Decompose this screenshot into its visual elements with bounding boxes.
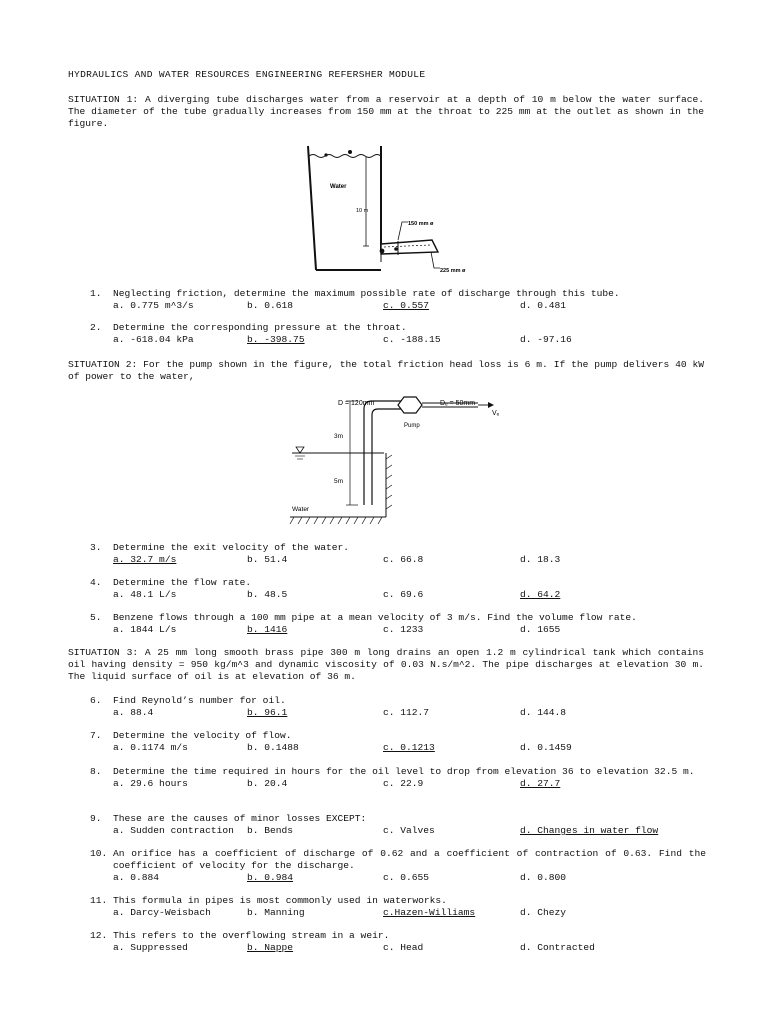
choice-c: c. 66.8 [383,554,424,565]
choice-d: d. -97.16 [520,334,572,345]
choice-b-answer: b. 0.984 [247,872,294,883]
question-7: 7. Determine the velocity of flow. a. 0.1174 m/s b. 0.1488 c. 0.1213 d. 0.1459 [90,730,572,753]
choice-c-answer: c. 0.1213 [383,742,435,753]
choice-c: c. 0.655 [383,872,430,883]
choice-d: d. Chezy [520,907,567,918]
choice-a: a. 48.1 L/s [113,589,177,600]
choice-d: d. Contracted [520,942,595,953]
fig2-height-5m: 5m [334,478,344,485]
question-8: 8. Determine the time required in hours for the oil level to drop from elevation 36 to elevation 32.5 m. a. 29.6 hours b. 20.4 c. 22.9 d. 27.7 [90,766,695,789]
question-3: 3. Determine the exit velocity of the water. a. 32.7 m/s b. 51.4 c. 66.8 d. 18.3 [90,542,561,565]
question-9: 9. These are the causes of minor losses EXCEPT: a. Sudden contraction b. Bends c. Valves d. Changes in water flow [90,813,659,836]
choice-c: c. Head [383,942,424,953]
choice-c: c. Valves [383,825,435,836]
situation-1-text: SITUATION 1: A diverging tube discharges water from a reservoir at a depth of 10 m below the water surface. The diameter of the tube gradually increases from 150 mm at the throat to 225 mm at the outlet as shown in the figure. [68,94,704,129]
choice-c: c. 112.7 [383,707,430,718]
fig1-depth-label: 10 m [356,208,369,214]
choice-c-answer: c.Hazen-Williams [383,907,476,918]
question-1: 1. Neglecting friction, determine the maximum possible rate of discharge through this tube. a. 0.775 m^3/s b. 0.618 c. 0.557 d. 0.481 [90,288,620,311]
fig1-water-label: Water [330,184,347,190]
choice-b: b. 20.4 [247,778,288,789]
fig2-exit-diameter-label: Dₑ = 50mm [440,400,476,407]
choice-d-answer: d. Changes in water flow [520,825,659,836]
choice-a: a. 0.1174 m/s [113,742,188,753]
choice-d: d. 0.481 [520,300,567,311]
choice-c-answer: c. 0.557 [383,300,430,311]
choice-a: a. 0.884 [113,872,160,883]
choice-c: c. 22.9 [383,778,424,789]
choice-d: d. 0.1459 [520,742,572,753]
choice-b: b. Bends [247,825,294,836]
choice-b-answer: b. Nappe [247,942,294,953]
fig1-throat-label: 150 mm ø [408,221,434,227]
choice-b-answer: b. 1416 [247,624,288,635]
question-6: 6. Find Reynold’s number for oil. a. 88.4 b. 96.1 c. 112.7 d. 144.8 [90,695,567,718]
question-10: 10. An orifice has a coefficient of discharge of 0.62 and a coefficient of contraction of 0.63. Find the coefficient of velocity for the discharge. a. 0.884 b. 0.984 c. 0.655 d. 0.800 [90,848,706,883]
choice-c: c. -188.15 [383,334,441,345]
fig2-height-3m: 3m [334,433,344,440]
choice-b: b. 48.5 [247,589,288,600]
fig2-diameter-label: D = 120mm [338,400,375,407]
diverging-tube-figure [300,142,480,282]
choice-b-answer: b. -398.75 [247,334,305,345]
choice-a: a. 88.4 [113,707,154,718]
choice-d: d. 0.800 [520,872,567,883]
choice-d-answer: d. 64.2 [520,589,561,600]
choice-d: d. 1655 [520,624,561,635]
question-2: 2. Determine the corresponding pressure at the throat. a. -618.04 kPa b. -398.75 c. -188.15 d. -97.16 [90,322,572,345]
module-title: HYDRAULICS AND WATER RESOURCES ENGINEERING REFERSHER MODULE [68,69,426,80]
choice-d-answer: d. 27.7 [520,778,561,789]
choice-b: b. 51.4 [247,554,288,565]
choice-b: b. Manning [247,907,305,918]
choice-d: d. 144.8 [520,707,567,718]
choice-a: a. Darcy-Weisbach [113,907,211,918]
question-11: 11. This formula in pipes is most commonly used in waterworks. a. Darcy-Weisbach b. Manning c.Hazen-Williams d. Chezy [90,895,567,918]
fig1-outlet-label: 225 mm ø [440,268,466,274]
choice-b: b. 0.618 [247,300,294,311]
choice-b: b. 0.1488 [247,742,299,753]
choice-a: a. Suppressed [113,942,188,953]
choice-a: a. Sudden contraction [113,825,234,836]
choice-c: c. 1233 [383,624,424,635]
question-12: 12. This refers to the overflowing stream in a weir. a. Suppressed b. Nappe c. Head d. Contracted [90,930,595,953]
choice-a: a. 0.775 m^3/s [113,300,194,311]
question-5: 5. Benzene flows through a 100 mm pipe at a mean velocity of 3 m/s. Find the volume flow rate. a. 1844 L/s b. 1416 c. 1233 d. 1655 [90,612,637,635]
choice-c: c. 69.6 [383,589,424,600]
situation-2-text: SITUATION 2: For the pump shown in the figure, the total friction head loss is 6 m. If the pump delivers 40 kW of power to the water, [68,359,704,382]
choice-a-answer: a. 32.7 m/s [113,554,177,565]
fig2-pump-label: Pump [404,423,420,429]
fig2-exit-velocity-label: Vₑ [492,410,500,417]
pump-system-figure [288,393,508,529]
choice-a: a. 1844 L/s [113,624,177,635]
situation-3-text: SITUATION 3: A 25 mm long smooth brass pipe 300 m long drains an open 1.2 m cylindrical tank which contains oil having density = 950 kg/m^3 and dynamic viscosity of 0.03 N.s/m^2. The pipe discharges at elevation 30 m. The liquid surface of oil is at elevation of 36 m. [68,647,704,682]
choice-d: d. 18.3 [520,554,561,565]
choice-a: a. -618.04 kPa [113,334,194,345]
fig2-water-label: Water [292,506,310,513]
choice-a: a. 29.6 hours [113,778,188,789]
choice-b-answer: b. 96.1 [247,707,288,718]
question-4: 4. Determine the flow rate. a. 48.1 L/s b. 48.5 c. 69.6 d. 64.2 [90,577,561,600]
